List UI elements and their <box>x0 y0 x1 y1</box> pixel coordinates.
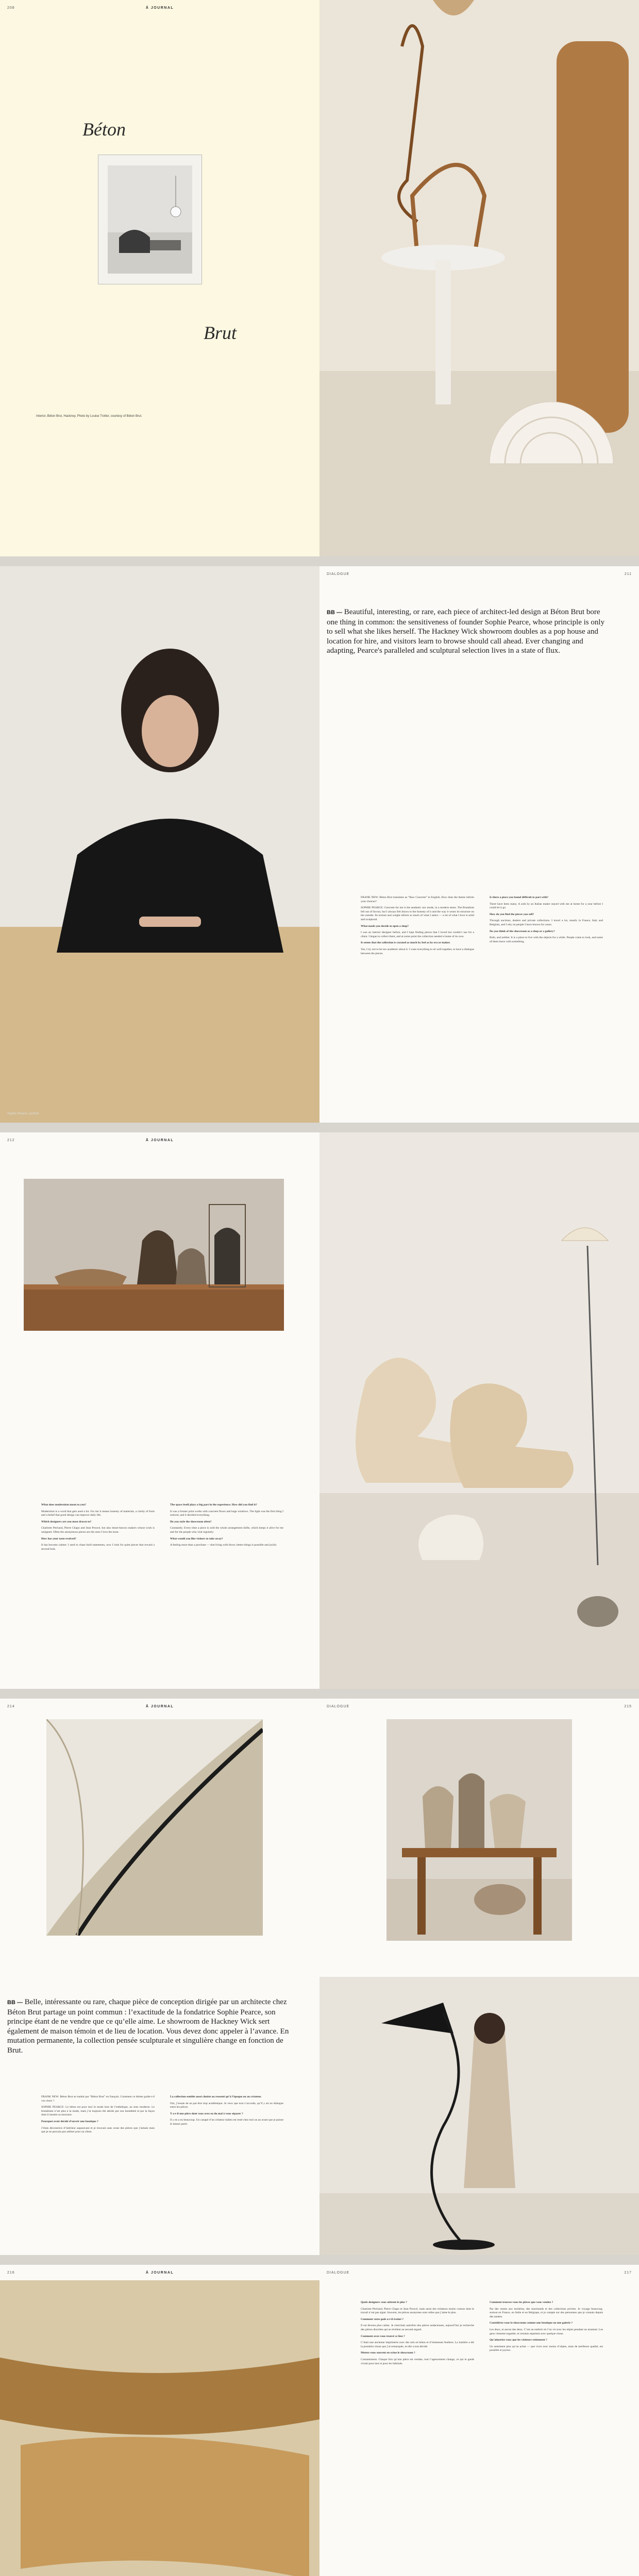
spread-5 <box>0 2265 639 2576</box>
lead-paragraph <box>327 607 605 656</box>
folio: 216 <box>7 2271 15 2275</box>
interview-column-2: Is there a piece you found difficult to part with? There have been many. A sofa by an Italian maker stayed with me at home for a year before I could let it go. How do you find the pieces you sell? Through auctions, dealers and private collections. I travel a lot, mostly in France, Italy and Belgium, and I rely on people I have known for years. Do you think of the showroom as a shop or a gallery? Both, and neither. It is a place to live with the objects for a while. People come to look, and some of them leave with something. <box>490 896 603 943</box>
brand-logo: Ā JOURNAL <box>145 6 174 10</box>
brand-logo: Ā JOURNAL <box>145 1705 174 1708</box>
woman-with-lamp-photo <box>320 1977 639 2255</box>
ceramics-table-photo <box>386 1719 572 1941</box>
curved-form-photo <box>46 1719 263 1936</box>
brand-logo: Ā JOURNAL <box>145 1139 174 1142</box>
interview-column-2: The space itself plays a big part in the experience. How did you find it? It was a former print works with concrete floors and huge windows. The light was the first thing I noticed, and it decided everything. Do you style the showroom often? Constantly. Every time a piece is sold the whole arrangement shifts, which keeps it alive for me and for the people who visit regularly. What would you like visitors to take away? A feeling more than a purchase — that living with fewer, better things is possible and joyful. <box>170 1503 283 1547</box>
folio: 212 <box>7 1139 15 1142</box>
still-life-vessels-photo <box>24 1179 284 1331</box>
title-brut: Brut <box>204 323 237 343</box>
page-214 <box>0 1699 320 2255</box>
section-label: DIALOGUE <box>327 2271 350 2275</box>
brand-logo: Ā JOURNAL <box>145 2271 174 2275</box>
framed-interior-photo <box>98 155 202 284</box>
page-215 <box>320 1699 639 2255</box>
lead-mark: BB — <box>7 1999 23 2006</box>
interior-photo-mirror-chair <box>320 0 639 556</box>
page-208 <box>0 0 320 556</box>
portrait-caption: Sophie Pearce, portrait <box>7 1112 39 1115</box>
folio: 208 <box>7 6 15 10</box>
page-213 <box>320 1132 639 1689</box>
folio: 211 <box>624 572 632 576</box>
folio: 214 <box>7 1705 15 1708</box>
page-211 <box>320 566 639 1123</box>
interview-column-2: La collection semble aussi choisie au ressenti qu’à l’époque ou au créateur. Oui, j’essaie de ne pas être trop académique. Je veux que tout s’accorde, qu’il y ait un dialogue entre les pièces. Y a-t-il une pièce dont vous avez eu du mal à vous séparer ? Il y en a eu beaucoup. Un canapé d’un créateur italien est resté chez moi un an avant que je puisse le laisser partir. <box>170 2095 283 2126</box>
folio: 217 <box>624 2271 632 2275</box>
lead-text: Belle, intéressante ou rare, chaque pièce de conception dirigée par un architecte chez Béton Brut partage un point commun : l’exactitude de la fondatrice Sophie Pearce, son principe étant de ne vendre que ce qu’elle aime. Le showroom de Hackney Wick sert également de maison témoin et de lieu de location. Vous devez donc appeler à l’avance. En mutation permanente, la collection pensée sculpturale et singulière change en fonction de Brut. <box>7 1998 289 2055</box>
interior-photo-lounge-chairs <box>320 1132 639 1689</box>
interview-column-1: What does modernism mean to you? Modernism is a word that gets used a lot. For me it means honesty of materials, a clarity of form and a belief that good design can improve daily life. Which designers are you most drawn to? Charlotte Perriand, Pierre Chapo and Jean Prouvé, but also lesser-known makers whose work is unsigned. Often the anonymous pieces are the ones I love the most. How has your taste evolved? It has become calmer. I used to chase bold statements, now I look for quiet pieces that reward a second look. <box>41 1503 155 1551</box>
page-210 <box>0 566 320 1123</box>
page-216 <box>0 2265 320 2576</box>
interview-column-2: Comment trouvez-vous les pièces que vous vendez ? Par des ventes aux enchères, des marchands et des collections privées. Je voyage beaucoup, surtout en France, en Italie et en Belgique, et je compte sur des personnes que je connais depuis des années. Considérez-vous le showroom comme une boutique ou une galerie ? Les deux, et aucun des deux. C’est un endroit où l’on vit avec les objets pendant un moment. Les gens viennent regarder, et certains repartent avec quelque chose. Qu’aimeriez-vous que les visiteurs retiennent ? Un sentiment plus qu’un achat — que vivre avec moins d’objets, mais de meilleure qualité, est possible et joyeux. <box>490 2301 603 2352</box>
section-label: DIALOGUE <box>327 572 350 576</box>
title-beton: Béton <box>82 119 126 140</box>
lead-mark: BB — <box>327 609 342 616</box>
lead-text: Beautiful, interesting, or rare, each piece of architect-led design at Béton Brut bore one thing in common: the sensitiveness of founder Sophie Pearce, whose principle is only to sell what she likes herself. The Hackney Wick showroom doubles as a pop house and location for hire, and visitors learn to browse should call ahead. Ever changing and adapting, Pearce's paralleled and sculptural selection lives in a state of flux. <box>327 608 605 655</box>
spread-3 <box>0 1132 639 1689</box>
lead-paragraph-fr <box>7 1997 296 2055</box>
rattan-chair-photo <box>0 2280 320 2576</box>
spread-2 <box>0 566 639 1123</box>
page-217 <box>320 2265 639 2576</box>
spread-1 <box>0 0 639 556</box>
interview-column-1: FRANK NEW: Béton Brut translates as “Raw Concrete” in English. How does the theme inform your choices? SOPHIE PEARCE: Concrete for me is the aesthetic raw mode, in a modern sense. The Brutalism fell out of favour, but I always felt drawn to the honesty of it and the way it wears its structure on the outside. Its texture and weight inform so much of what I select — a lot of what I love is solid and sculptural. What made you decide to open a shop? I was an interior designer before, and I kept finding pieces that I loved but couldn’t use for a client. I began to collect them, and at some point the collection needed a home of its own. It seems that the collection is curated as much by feel as by era or maker. Yes, I try not to be too academic about it. I want everything to sit well together, to have a dialogue between the pieces. <box>361 896 474 955</box>
folio: 215 <box>624 1705 632 1708</box>
page-209 <box>320 0 639 556</box>
interview-column-1: FRANK NEW: Béton Brut se traduit par “Béton Brut” en français. Comment ce thème guide-t-il vos choix ? SOPHIE PEARCE: Le béton est pour moi le mode brut de l’esthétique, au sens moderne. Le brutalisme n’est plus à la mode, mais j’ai toujours été attirée par son honnêteté et par la façon dont il montre sa structure. Pourquoi avoir décidé d’ouvrir une boutique ? J’étais décoratrice d’intérieur auparavant et je trouvais sans cesse des pièces que j’aimais mais que je ne pouvais pas utiliser pour un client. <box>41 2095 155 2134</box>
portrait-photo <box>0 566 320 1123</box>
photo-caption: Interior, Béton Brut, Hackney. Photo by Louise Trotter, courtesy of Béton Brut. <box>36 415 142 418</box>
spread-4 <box>0 1699 639 2255</box>
section-label: DIALOGUE <box>327 1705 350 1708</box>
interview-column-1: Quels designers vous attirent le plus ? Charlotte Perriand, Pierre Chapo et Jean Prouvé, mais aussi des créateurs moins connus dont le travail n’est pas signé. Souvent, les pièces anonymes sont celles que j’aime le plus. Comment votre goût a-t-il évolué ? Il est devenu plus calme. Je cherchais autrefois des pièces audacieuses, aujourd’hui je recherche des pièces discrètes qui se révèlent au second regard. Comment avez-vous trouvé ce lieu ? C’était une ancienne imprimerie avec des sols en béton et d’immenses fenêtres. La lumière a été la première chose que j’ai remarquée, et elle a tout décidé. Mettez-vous souvent en scène le showroom ? Constamment. Chaque fois qu’une pièce est vendue, tout l’agencement change, ce qui le garde vivant pour moi et pour les habitués. <box>361 2301 474 2365</box>
page-212 <box>0 1132 320 1689</box>
